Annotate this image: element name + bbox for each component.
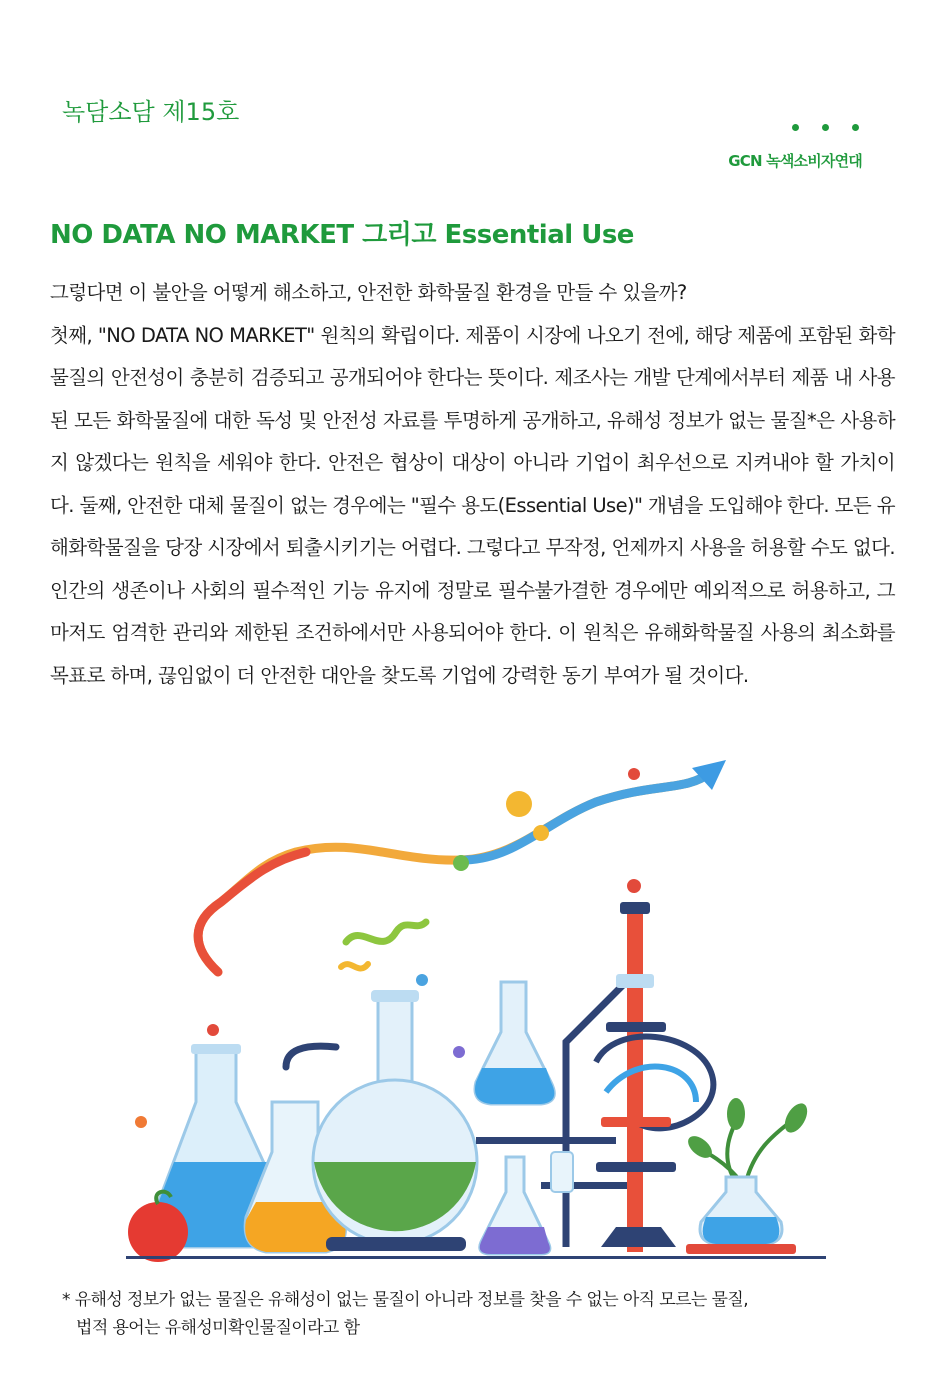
body-paragraph: 첫째, "NO DATA NO MARKET" 원칙의 확립이다. 제품이 시장에 나오기 전에, 해당 제품에 포함된 화학물질의 안전성이 충분히 검증되고 공개되어야 한다는 뜻이다. 제조사는 개발 단계에서부터 제품 내 사용된 모든 화학물질에 대한 독성 및 안전성 자료를 투명하게 공개하고, 유해성 정보가 없는 물질*은 사용하지 않겠다는 원칙을 세워야 한다. 안전은 협상이 대상이 아니라 기업이 최우선으로 지켜내야 할 가치이다. 둘째, 안전한 대체 물질이 없는 경우에는 "필수 용도(Essential Use)" 개념을 도입해야 한다. 모든 유해화학물질을 당장 시장에서 퇴출시키기는 어렵다. 그렇다고 무작정, 언제까지 사용을 허용할 수도 없다. 인간의 생존이나 사회의 필수적인 기능 유지에 정말로 필수불가결한 경우에만 예외적으로 허용하고, 그마저도 엄격한 관리와 제한된 조건하에서만 사용되어야 한다. 이 원칙은 유해화학물질 사용의 최소화를 목표로 하며, 끊임없이 더 안전한 대안을 찾도록 기업에 강력한 동기 부여가 될 것이다. [50,323,895,687]
article-body [50,272,895,697]
footnote [62,1286,862,1342]
arrow-head-icon [692,760,726,790]
footnote-line-2: 법적 용어는 유해성미확인물질이라고 함 [76,1318,360,1338]
lab-illustration [96,742,841,1272]
issue-label: 녹담소담 제15호 [62,98,240,126]
dot-icon [822,124,829,131]
plant-icon [696,1112,796,1182]
footnote-line-1: * 유해성 정보가 없는 물질은 유해성이 없는 물질이 아니라 정보를 찾을 수 없는 아직 모르는 물질, [62,1290,748,1310]
intro-sentence: 그렇다면 이 불안을 어떻게 해소하고, 안전한 화학물질 환경을 만들 수 있을까? [50,281,687,304]
apple-icon [128,1202,188,1262]
dot-icon [852,124,859,131]
stand-frame [566,982,626,1247]
organization-name: GCN 녹색소비자연대 [728,152,862,170]
decorative-dots [788,124,868,136]
section-title: NO DATA NO MARKET 그리고 Essential Use [50,220,634,250]
dot-icon [792,124,799,131]
